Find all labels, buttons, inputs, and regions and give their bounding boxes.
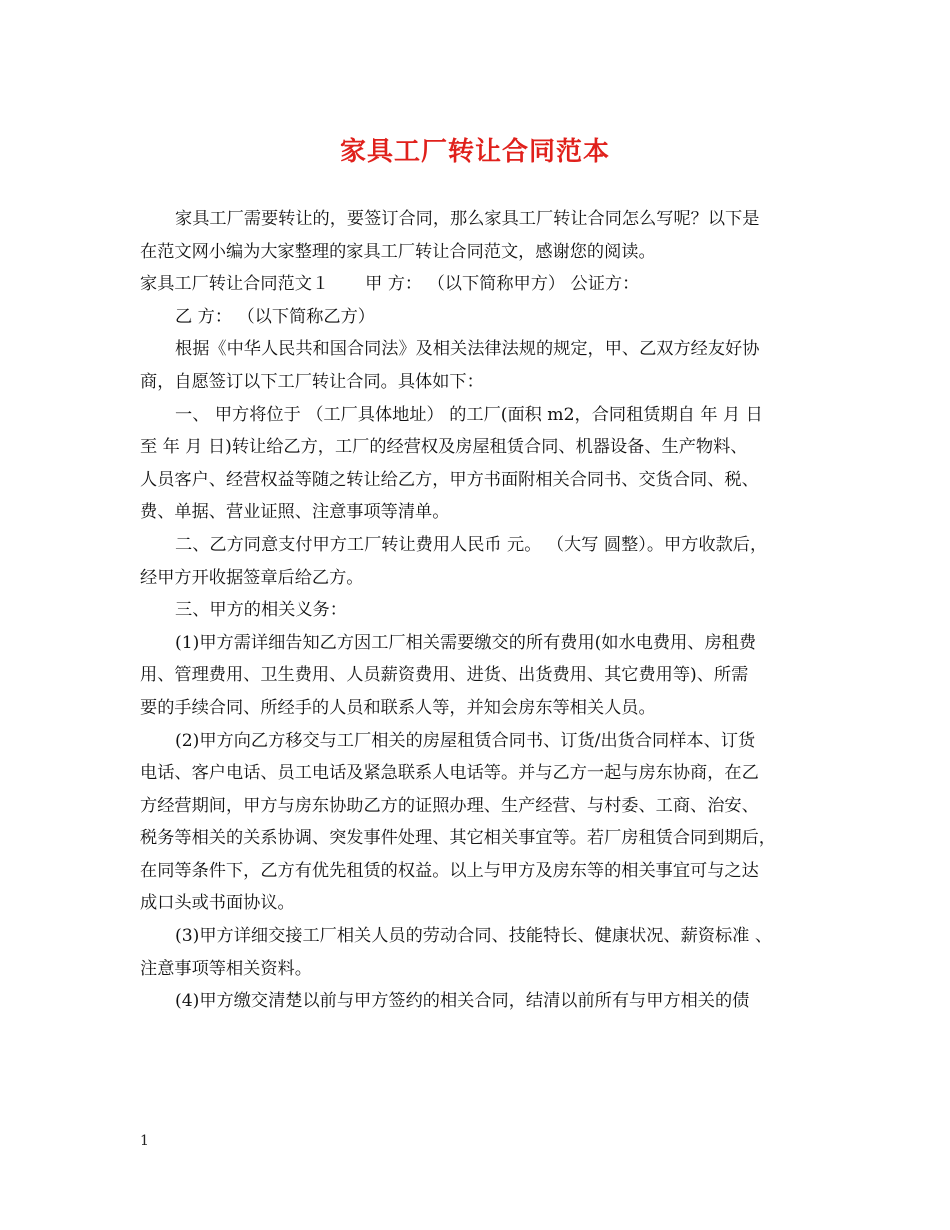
- party-a-line: 甲 方： （以下简称甲方） 公证方：: [365, 274, 640, 295]
- clause-three-heading: 三、甲方的相关义务：: [175, 600, 347, 621]
- paragraph-line: 在同等条件下，乙方有优先租赁的权益。以上与甲方及房东等的相关事宜可与之达: [140, 860, 759, 881]
- obligation-2-line: (2)甲方向乙方移交与工厂相关的房屋租赁合同书、订货/出货合同样本、订货: [175, 730, 756, 751]
- paragraph-line: 商，自愿签订以下工厂转让合同。具体如下：: [140, 371, 484, 392]
- contract-heading: 家具工厂转让合同范文１: [140, 274, 330, 295]
- paragraph-line: 税务等相关的关系协调、突发事件处理、其它相关事宜等。若厂房租赁合同到期后，: [140, 828, 776, 849]
- obligation-1-line: (1)甲方需详细告知乙方因工厂相关需要缴交的所有费用(如水电费用、房租费: [175, 632, 757, 653]
- paragraph-line: 人员客户、经营权益等随之转让给乙方，甲方书面附相关合同书、交货合同、税、: [140, 469, 759, 490]
- paragraph-line: 至 年 月 日)转让给乙方，工厂的经营权及房屋租赁合同、机器设备、生产物料、: [140, 437, 748, 458]
- party-b-line: 乙 方： （以下简称乙方）: [175, 306, 375, 327]
- document-body: [140, 203, 812, 1018]
- paragraph-line: 根据《中华人民共和国合同法》及相关法律法规的规定，甲、乙双方经友好协: [175, 339, 760, 360]
- paragraph-line: 在范文网小编为大家整理的家具工厂转让合同范文，感谢您的阅读。: [140, 241, 656, 262]
- paragraph-line: 费、单据、营业证照、注意事项等清单。: [140, 502, 450, 523]
- clause-two-line: 二、乙方同意支付甲方工厂转让费用人民币 元。 （大写 圆整）。甲方收款后，: [175, 534, 768, 555]
- paragraph-line: 经甲方开收据签章后给乙方。: [140, 567, 364, 588]
- paragraph-line: 方经营期间，甲方与房东协助乙方的证照办理、生产经营、与村委、工商、治安、: [140, 795, 759, 816]
- paragraph-line: 成口头或书面协议。: [140, 893, 295, 914]
- clause-one-line: 一、 甲方将位于 （工厂具体地址） 的工厂(面积 m2，合同租赁期自 年 月 日: [175, 404, 763, 425]
- obligation-4-line: (4)甲方缴交清楚以前与甲方签约的相关合同，结清以前所有与甲方相关的债: [175, 991, 750, 1012]
- paragraph-line: 家具工厂需要转让的，要签订合同，那么家具工厂转让合同怎么写呢？以下是: [175, 209, 760, 229]
- paragraph-line: 注意事项等相关资料。: [140, 958, 312, 979]
- paragraph-line: 要的手续合同、所经手的人员和联系人等，并知会房东等相关人员。: [140, 697, 656, 718]
- page-number: 1: [140, 1133, 149, 1149]
- document-title: 家具工厂转让合同范本: [339, 137, 610, 167]
- paragraph-line: [140, 268, 812, 301]
- paragraph-line: 电话、客户电话、员工电话及紧急联系人电话等。并与乙方一起与房东协商，在乙: [140, 763, 759, 784]
- obligation-3-line: (3)甲方详细交接工厂相关人员的劳动合同、技能特长、健康状况、薪资标准 、: [175, 926, 773, 947]
- paragraph-line: 用、管理费用、卫生费用、人员薪资费用、进货、出货费用、其它费用等)、所需: [140, 665, 749, 686]
